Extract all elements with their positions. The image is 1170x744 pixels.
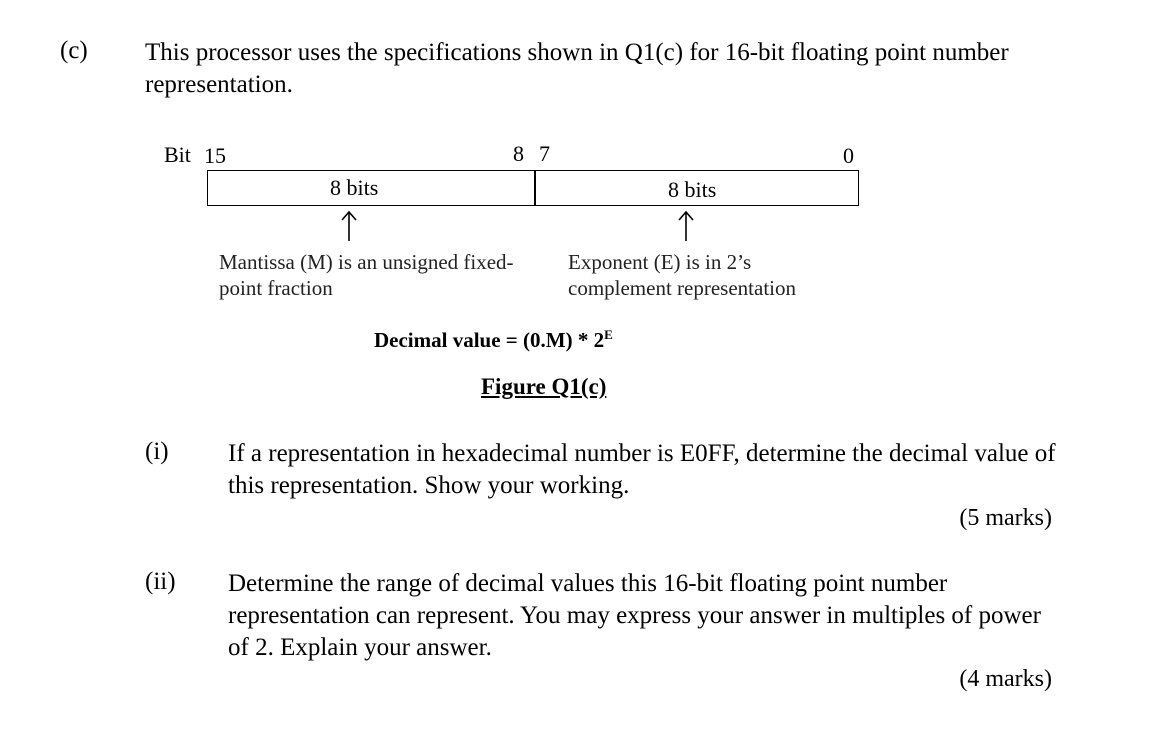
bit-8-label: 8 bbox=[513, 141, 524, 166]
part-i-label: (i) bbox=[145, 438, 169, 465]
bit-field-divider bbox=[534, 170, 536, 206]
bit-field-box bbox=[207, 170, 859, 206]
question-text: This processor uses the specifications shown in Q1(c) for 16-bit floating point number representation. bbox=[145, 39, 1009, 98]
formula-base: Decimal value = (0.M) * 2 bbox=[374, 328, 605, 352]
exponent-field-label: 8 bits bbox=[668, 177, 717, 202]
formula-exponent: E bbox=[604, 327, 613, 342]
decimal-value-formula bbox=[374, 327, 613, 353]
mantissa-up-arrow-icon bbox=[339, 210, 359, 242]
part-ii-marks: (4 marks) bbox=[959, 666, 1052, 692]
question-label: (c) bbox=[60, 37, 88, 64]
part-i-marks: (5 marks) bbox=[959, 505, 1052, 531]
part-ii-text: Determine the range of decimal values this 16-bit floating point number representation can represent. You may express your answer in multiples of power of 2. Explain your answer. bbox=[228, 570, 1041, 661]
mantissa-description: Mantissa (M) is an unsigned fixed-point fraction bbox=[219, 250, 514, 300]
exponent-up-arrow-icon bbox=[676, 210, 696, 242]
mantissa-field-label: 8 bits bbox=[330, 175, 379, 200]
bit-0-label: 0 bbox=[843, 143, 854, 168]
exponent-description: Exponent (E) is in 2’s complement representation bbox=[568, 250, 796, 300]
bit-7-label: 7 bbox=[539, 141, 550, 166]
part-i-text: If a representation in hexadecimal number is E0FF, determine the decimal value of this representation. Show your working. bbox=[228, 440, 1056, 499]
bit-15-label: 15 bbox=[204, 143, 226, 168]
figure-caption: Figure Q1(c) bbox=[481, 374, 607, 399]
bit-prefix-label: Bit bbox=[164, 142, 191, 167]
part-ii-label: (ii) bbox=[145, 568, 176, 595]
